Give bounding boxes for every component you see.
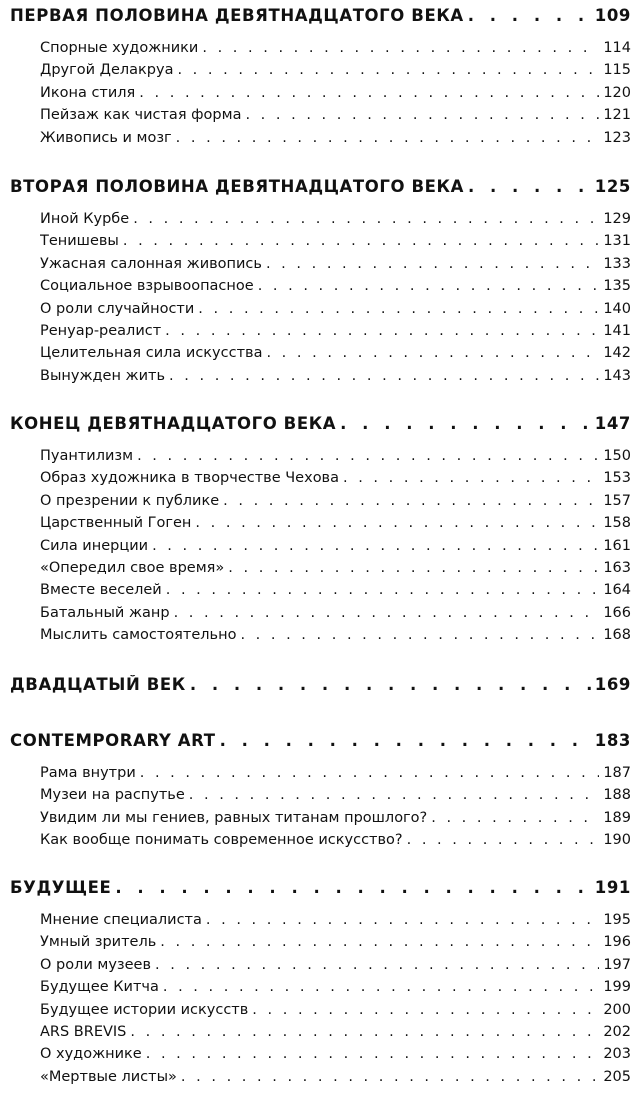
section-title: КОНЕЦ ДЕВЯТНАДЦАТОГО ВЕКА xyxy=(10,414,337,433)
dot-leader xyxy=(407,832,599,848)
entry-page-number: 115 xyxy=(603,62,631,79)
entry-title: Батальный жанр xyxy=(40,604,170,621)
section-title: ПЕРВАЯ ПОЛОВИНА ДЕВЯТНАДЦАТОГО ВЕКА xyxy=(10,6,464,25)
entry-page-number: 187 xyxy=(603,765,631,781)
toc-entry[interactable] xyxy=(40,493,631,515)
dot-leader xyxy=(228,560,599,576)
toc-entry[interactable] xyxy=(40,211,631,233)
dot-leader xyxy=(130,1024,599,1040)
dot-leader xyxy=(202,40,599,56)
entry-title: Сила инерции xyxy=(40,537,149,554)
entry-page-number: 189 xyxy=(603,809,631,826)
entry-title: Иной Курбе xyxy=(40,211,130,227)
entry-title: Как вообще понимать современное искусство? xyxy=(40,832,403,849)
entry-title: «Мертвые листы» xyxy=(40,1068,177,1085)
entry-title: Вынужден жить xyxy=(40,367,166,384)
dot-leader xyxy=(160,934,599,950)
entry-title: Икона стиля xyxy=(40,84,136,101)
dot-leader xyxy=(189,787,599,803)
entry-page-number: 199 xyxy=(603,979,631,996)
dot-leader xyxy=(195,515,599,531)
toc-entry[interactable] xyxy=(40,130,631,152)
section-heading[interactable] xyxy=(10,675,631,701)
toc-entry[interactable] xyxy=(40,301,631,323)
dot-leader xyxy=(152,538,599,554)
section-title: ВТОРАЯ ПОЛОВИНА ДЕВЯТНАДЦАТОГО ВЕКА xyxy=(10,177,464,196)
toc-entry[interactable] xyxy=(40,538,631,560)
section-page-number: 109 xyxy=(594,6,631,25)
section-heading[interactable] xyxy=(10,177,631,203)
toc-entry[interactable] xyxy=(40,448,631,470)
entry-title: Будущее Китча xyxy=(40,979,159,996)
entry-title: Пейзаж как чистая форма xyxy=(40,107,242,124)
dot-leader xyxy=(176,130,599,146)
entry-page-number: 202 xyxy=(603,1024,631,1040)
dot-leader xyxy=(174,605,599,621)
entry-page-number: 166 xyxy=(603,604,631,621)
entry-title: ARS BREVIS xyxy=(40,1024,127,1040)
entry-page-number: 200 xyxy=(603,1001,631,1018)
dot-leader xyxy=(163,979,599,995)
dot-leader xyxy=(431,810,599,826)
entry-title: Живопись и мозг xyxy=(40,129,172,146)
dot-leader xyxy=(252,1002,599,1018)
dot-leader xyxy=(177,62,599,78)
entry-page-number: 161 xyxy=(603,537,631,554)
toc-entry[interactable] xyxy=(40,256,631,278)
entry-title: Другой Делакруа xyxy=(40,62,174,79)
dot-leader xyxy=(133,211,599,227)
dot-leader xyxy=(166,582,599,598)
toc-entry[interactable] xyxy=(40,40,631,62)
toc-entry[interactable] xyxy=(40,323,631,345)
entry-page-number: 143 xyxy=(603,367,631,384)
entry-page-number: 133 xyxy=(603,255,631,272)
entry-page-number: 141 xyxy=(603,323,631,339)
section-page-number: 125 xyxy=(594,177,631,196)
dot-leader xyxy=(169,368,599,384)
entry-page-number: 203 xyxy=(603,1046,631,1063)
entry-title: Ужасная салонная живопись xyxy=(40,255,262,272)
section-heading[interactable] xyxy=(10,414,631,440)
dot-leader xyxy=(468,6,591,25)
toc-entry[interactable] xyxy=(40,627,631,649)
section-title: ДВАДЦАТЫЙ ВЕК xyxy=(10,675,186,694)
dot-leader xyxy=(115,878,590,897)
toc-entry[interactable] xyxy=(40,582,631,604)
dot-leader xyxy=(220,731,591,750)
entry-page-number: 164 xyxy=(603,582,631,599)
entry-title: Мыслить самостоятельно xyxy=(40,627,237,644)
entry-page-number: 196 xyxy=(603,934,631,951)
entry-page-number: 158 xyxy=(603,515,631,532)
entry-title: Образ художника в творчестве Чехова xyxy=(40,470,339,487)
entry-title: Вместе веселей xyxy=(40,582,162,599)
entry-title: Пуантилизм xyxy=(40,448,134,464)
dot-leader xyxy=(206,912,599,928)
entry-page-number: 131 xyxy=(603,233,631,250)
entry-title: Музеи на распутье xyxy=(40,787,185,804)
toc-entry[interactable] xyxy=(40,1002,631,1024)
toc-entry[interactable] xyxy=(40,515,631,537)
entry-page-number: 142 xyxy=(603,345,631,362)
toc-entry[interactable] xyxy=(40,560,631,582)
entry-page-number: 114 xyxy=(603,40,631,56)
toc-entry[interactable] xyxy=(40,85,631,107)
section-page-number: 191 xyxy=(594,878,631,897)
toc-entry[interactable] xyxy=(40,957,631,979)
dot-leader xyxy=(123,233,599,249)
dot-leader xyxy=(198,301,599,317)
entry-title: Рама внутри xyxy=(40,765,136,781)
entry-title: Спорные художники xyxy=(40,40,199,56)
entry-title: Тенишевы xyxy=(40,233,119,250)
dot-leader xyxy=(258,278,599,294)
toc-entry[interactable] xyxy=(40,1046,631,1068)
entry-page-number: 195 xyxy=(603,912,631,928)
entry-title: Умный зритель xyxy=(40,934,157,951)
toc-entry[interactable] xyxy=(40,912,631,934)
entry-title: Социальное взрывоопасное xyxy=(40,278,254,295)
toc-entry[interactable] xyxy=(40,832,631,854)
section-title: CONTEMPORARY ART xyxy=(10,731,216,750)
toc-entry[interactable] xyxy=(40,62,631,84)
entry-page-number: 120 xyxy=(603,84,631,101)
dot-leader xyxy=(155,957,599,973)
section-heading[interactable] xyxy=(10,878,631,904)
toc-entry[interactable] xyxy=(40,810,631,832)
entry-page-number: 123 xyxy=(603,129,631,146)
entry-page-number: 188 xyxy=(603,787,631,804)
entry-page-number: 163 xyxy=(603,560,631,576)
entry-page-number: 129 xyxy=(603,211,631,227)
entry-title: Царственный Гоген xyxy=(40,515,192,532)
entry-title: О презрении к публике xyxy=(40,492,220,509)
entry-page-number: 157 xyxy=(603,492,631,509)
entry-page-number: 135 xyxy=(603,278,631,295)
dot-leader xyxy=(340,414,591,433)
section-page-number: 147 xyxy=(594,414,631,433)
entry-title: Мнение специалиста xyxy=(40,912,202,928)
toc-entry[interactable] xyxy=(40,233,631,255)
dot-leader xyxy=(181,1069,599,1085)
dot-leader xyxy=(223,493,599,509)
toc-entry[interactable] xyxy=(40,787,631,809)
toc-entry[interactable] xyxy=(40,765,631,787)
toc-entry[interactable] xyxy=(40,1069,631,1091)
toc-entry[interactable] xyxy=(40,605,631,627)
entry-title: «Опередил свое время» xyxy=(40,560,225,576)
entry-title: Целительная сила искусства xyxy=(40,345,263,362)
section-page-number: 183 xyxy=(594,731,631,750)
toc-entry[interactable] xyxy=(40,979,631,1001)
toc-entry[interactable] xyxy=(40,368,631,390)
entry-title: Ренуар-реалист xyxy=(40,323,162,339)
entry-page-number: 150 xyxy=(603,448,631,464)
entry-title: Будущее истории искусств xyxy=(40,1001,249,1018)
dot-leader xyxy=(165,323,599,339)
toc-entry[interactable] xyxy=(40,470,631,492)
entry-title: О роли музеев xyxy=(40,956,152,973)
toc-entry[interactable] xyxy=(40,1024,631,1046)
toc-entry[interactable] xyxy=(40,345,631,367)
section-heading[interactable] xyxy=(10,731,631,757)
toc-entry[interactable] xyxy=(40,278,631,300)
entry-title: Увидим ли мы гениев, равных титанам прошлого? xyxy=(40,809,428,826)
entry-page-number: 190 xyxy=(603,832,631,849)
dot-leader xyxy=(266,345,599,361)
section-heading[interactable] xyxy=(10,6,631,32)
dot-leader xyxy=(137,448,599,464)
dot-leader xyxy=(245,107,599,123)
dot-leader xyxy=(190,675,591,694)
entry-page-number: 168 xyxy=(603,627,631,644)
toc-entry[interactable] xyxy=(40,934,631,956)
entry-title: О художнике xyxy=(40,1046,142,1063)
entry-page-number: 197 xyxy=(603,956,631,973)
dot-leader xyxy=(240,627,599,643)
entry-page-number: 121 xyxy=(603,107,631,124)
toc-entry[interactable] xyxy=(40,107,631,129)
dot-leader xyxy=(139,85,599,101)
dot-leader xyxy=(146,1046,599,1062)
entry-page-number: 153 xyxy=(603,470,631,487)
section-page-number: 169 xyxy=(594,675,631,694)
entry-page-number: 140 xyxy=(603,300,631,317)
entry-page-number: 205 xyxy=(603,1068,631,1085)
section-title: БУДУЩЕЕ xyxy=(10,878,112,897)
dot-leader xyxy=(343,470,599,486)
entry-title: О роли случайности xyxy=(40,300,195,317)
dot-leader xyxy=(266,256,599,272)
dot-leader xyxy=(140,765,599,781)
dot-leader xyxy=(468,177,591,196)
